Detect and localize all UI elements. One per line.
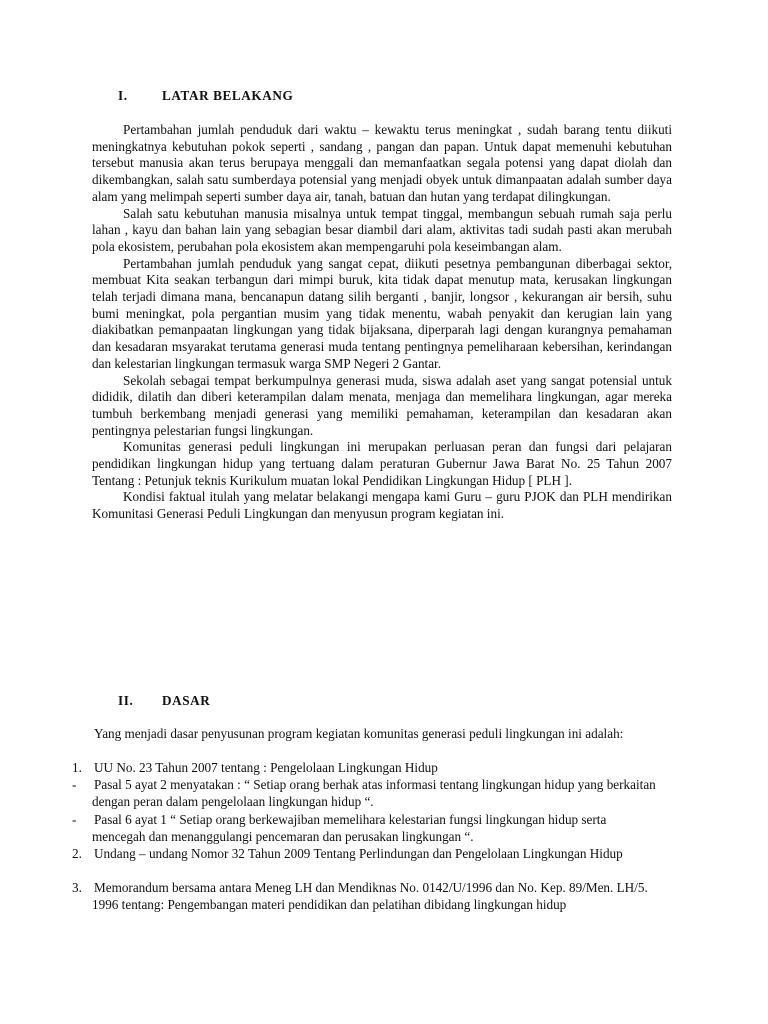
list-item-marker: 2. xyxy=(72,846,82,861)
list-item-marker: 1. xyxy=(72,760,82,775)
paragraph-3: Pertambahan jumlah penduduk yang sangat cepat, diikuti pesetnya pembangunan diberbagai sektor, membuat Kita seakan terbangun dari mimpi buruk, kita tidak dapat menutup mata, kerusakan lingkungan telah terjadi dimana mana, bencanapun datang silih berganti , banjir, longsor , kekurangan air bersih, suhu bumi meningkat, pola pergantian musim yang tidak menentu, wabah penyakit dan kerugian lain yang diakibatkan pemanpaatan lingkungan yang tidak bijaksana, diperparah lagi dengan kurangnya pemahaman dan kesadaran msyarakat terutama generasi muda tentang pentingnya pemeliharaan kebersihan, kerindangan dan kelestarian lingkungan termasuk warga SMP Negeri 2 Gantar. xyxy=(92,255,672,371)
section-1-number: I. xyxy=(118,88,128,103)
list-item-text: Memorandum bersama antara Meneg LH dan Mendiknas No. 0142/U/1996 dan No. Kep. 89/Men. LH/5. 1996 tentang: Pengembangan materi pendidikan dan pelatihan dibidang lingkungan hidup xyxy=(92,880,648,912)
section-1-title: LATAR BELAKANG xyxy=(162,88,294,103)
list-item-marker: 3. xyxy=(72,880,82,895)
list-item-text: Undang – undang Nomor 32 Tahun 2009 Tentang Perlindungan dan Pengelolaan Lingkungan Hidup xyxy=(94,846,623,861)
paragraph-5: Komunitas generasi peduli lingkungan ini merupakan perluasan peran dan fungsi dari pelajaran pendidikan lingkungan hidup yang tertuang dalam peraturan Gubernur Jawa Barat No. 25 Tahun 2007 Tentang : Petunjuk teknis Kurikulum muatan lokal Pendidikan Lingkungan Hidup [ PLH ]. xyxy=(92,439,672,488)
section-1-body xyxy=(92,122,672,523)
paragraph-1: Pertambahan jumlah penduduk dari waktu – kewaktu terus meningkat , sudah barang tentu diikuti meningkatnya kebutuhan pokok seperti , sandang , pangan dan papan. Untuk dapat memenuhi kebutuhan tersebut manusia akan terus berupaya menggali dan memanfaatkan segala potensi yang dapat diolah dan dikembangkan, salah satu sumberdaya potensial yang menjadi obyek untuk dimanpaatan adalah sumber daya alam yang melimpah seperti sumber daya air, tanah, batuan dan hutan yang terdapat dilingkungan. xyxy=(92,122,672,204)
paragraph-2: Salah satu kebutuhan manusia misalnya untuk tempat tinggal, membangun sebuah rumah saja perlu lahan , kayu dan bahan lain yang sebagian besar diambil dari alam, aktivitas tadi sudah pasti akan merubah pola ekosistem, perubahan pola ekosistem akan mempengaruhi pola keseimbangan alam. xyxy=(92,205,672,254)
list-item-text: Pasal 6 ayat 1 “ Setiap orang berkewajiban memelihara kelestarian fungsi lingkungan hidup serta mencegah dan menanggulangi pencemaran dan perusakan lingkungan “. xyxy=(92,812,607,844)
list-item-marker: - xyxy=(72,777,77,792)
list-item-marker: - xyxy=(72,812,77,827)
section-2-number: II. xyxy=(118,693,134,708)
section-2-title: DASAR xyxy=(162,693,211,708)
list-item-text: Pasal 5 ayat 2 menyatakan : “ Setiap orang berhak atas informasi tentang lingkungan hidup yang berkaitan dengan peran dalam pengelolaan lingkungan hidup “. xyxy=(92,777,656,809)
paragraph-4: Sekolah sebagai tempat berkumpulnya generasi muda, siswa adalah aset yang sangat potensial untuk dididik, dilatih dan diberi keterampilan dalam menata, menjaga dan memelihara lingkungan, agar mereka tumbuh berkembang menjadi generasi yang memiliki pemahaman, keterampilan dan kesadaran akan pentingnya pelestarian fungsi lingkungan. xyxy=(92,372,672,438)
paragraph-6: Kondisi faktual itulah yang melatar belakangi mengapa kami Guru – guru PJOK dan PLH mendirikan Komunitasi Generasi Peduli Lingkungan dan menyusun program kegiatan ini. xyxy=(92,489,672,522)
section-2-intro: Yang menjadi dasar penyusunan program kegiatan komunitas generasi peduli lingkungan ini adalah: xyxy=(94,726,624,741)
list-item-text: UU No. 23 Tahun 2007 tentang : Pengelolaan Lingkungan Hidup xyxy=(94,760,438,775)
